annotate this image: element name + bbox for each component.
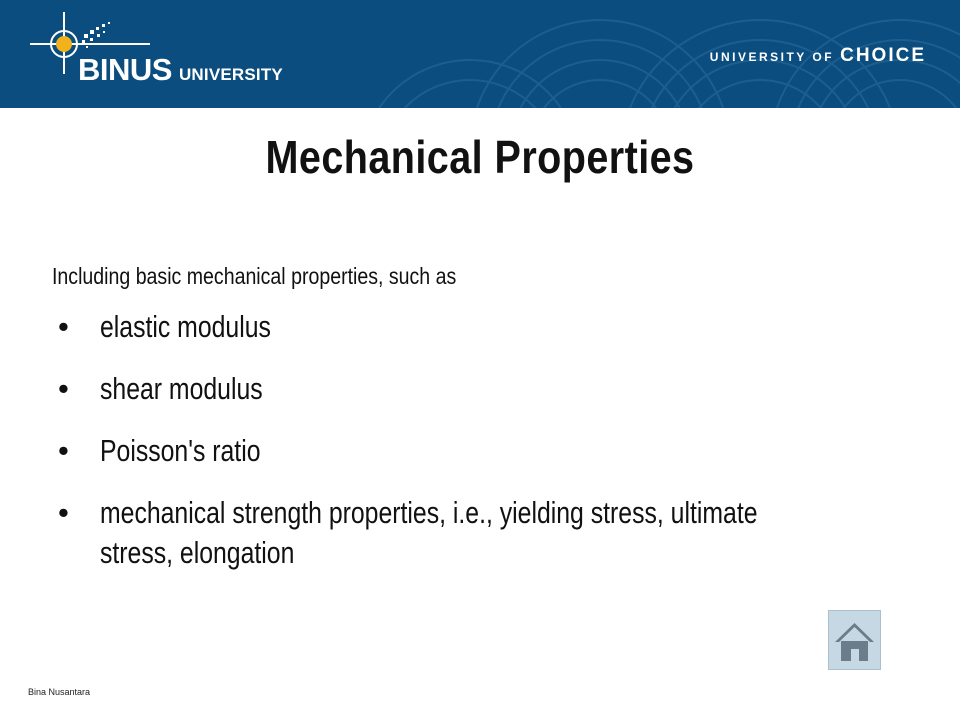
bullet-icon: •: [58, 370, 69, 406]
slide-title: Mechanical Properties: [265, 131, 695, 183]
bullet-icon: •: [58, 308, 69, 344]
bullet-text: shear modulus: [100, 370, 263, 406]
bullet-list: [52, 307, 842, 573]
tagline-big: CHOICE: [840, 45, 926, 66]
tagline: [710, 45, 926, 67]
bullet-icon: •: [58, 432, 69, 468]
slide-content: [52, 262, 842, 595]
list-item: [52, 369, 842, 409]
list-item: [52, 431, 842, 471]
logo-wordmark: [78, 52, 283, 88]
logo-name: BINUS: [78, 52, 172, 87]
bullet-icon: •: [58, 494, 69, 530]
bullet-text: elastic modulus: [100, 308, 271, 344]
intro-text: Including basic mechanical properties, such as: [52, 263, 457, 289]
logo-suffix: UNIVERSITY: [178, 65, 283, 84]
list-item: [52, 307, 842, 347]
bullet-text: Poisson's ratio: [100, 432, 261, 468]
header-banner: [0, 0, 960, 108]
home-icon: [829, 611, 880, 669]
tagline-small: UNIVERSITY OF: [709, 50, 835, 64]
home-button[interactable]: [828, 610, 881, 670]
footer-text: Bina Nusantara: [28, 687, 91, 697]
bullet-text: mechanical strength properties, i.e., yielding stress, ultimate stress, elongation: [100, 494, 758, 570]
list-item: [52, 493, 842, 573]
